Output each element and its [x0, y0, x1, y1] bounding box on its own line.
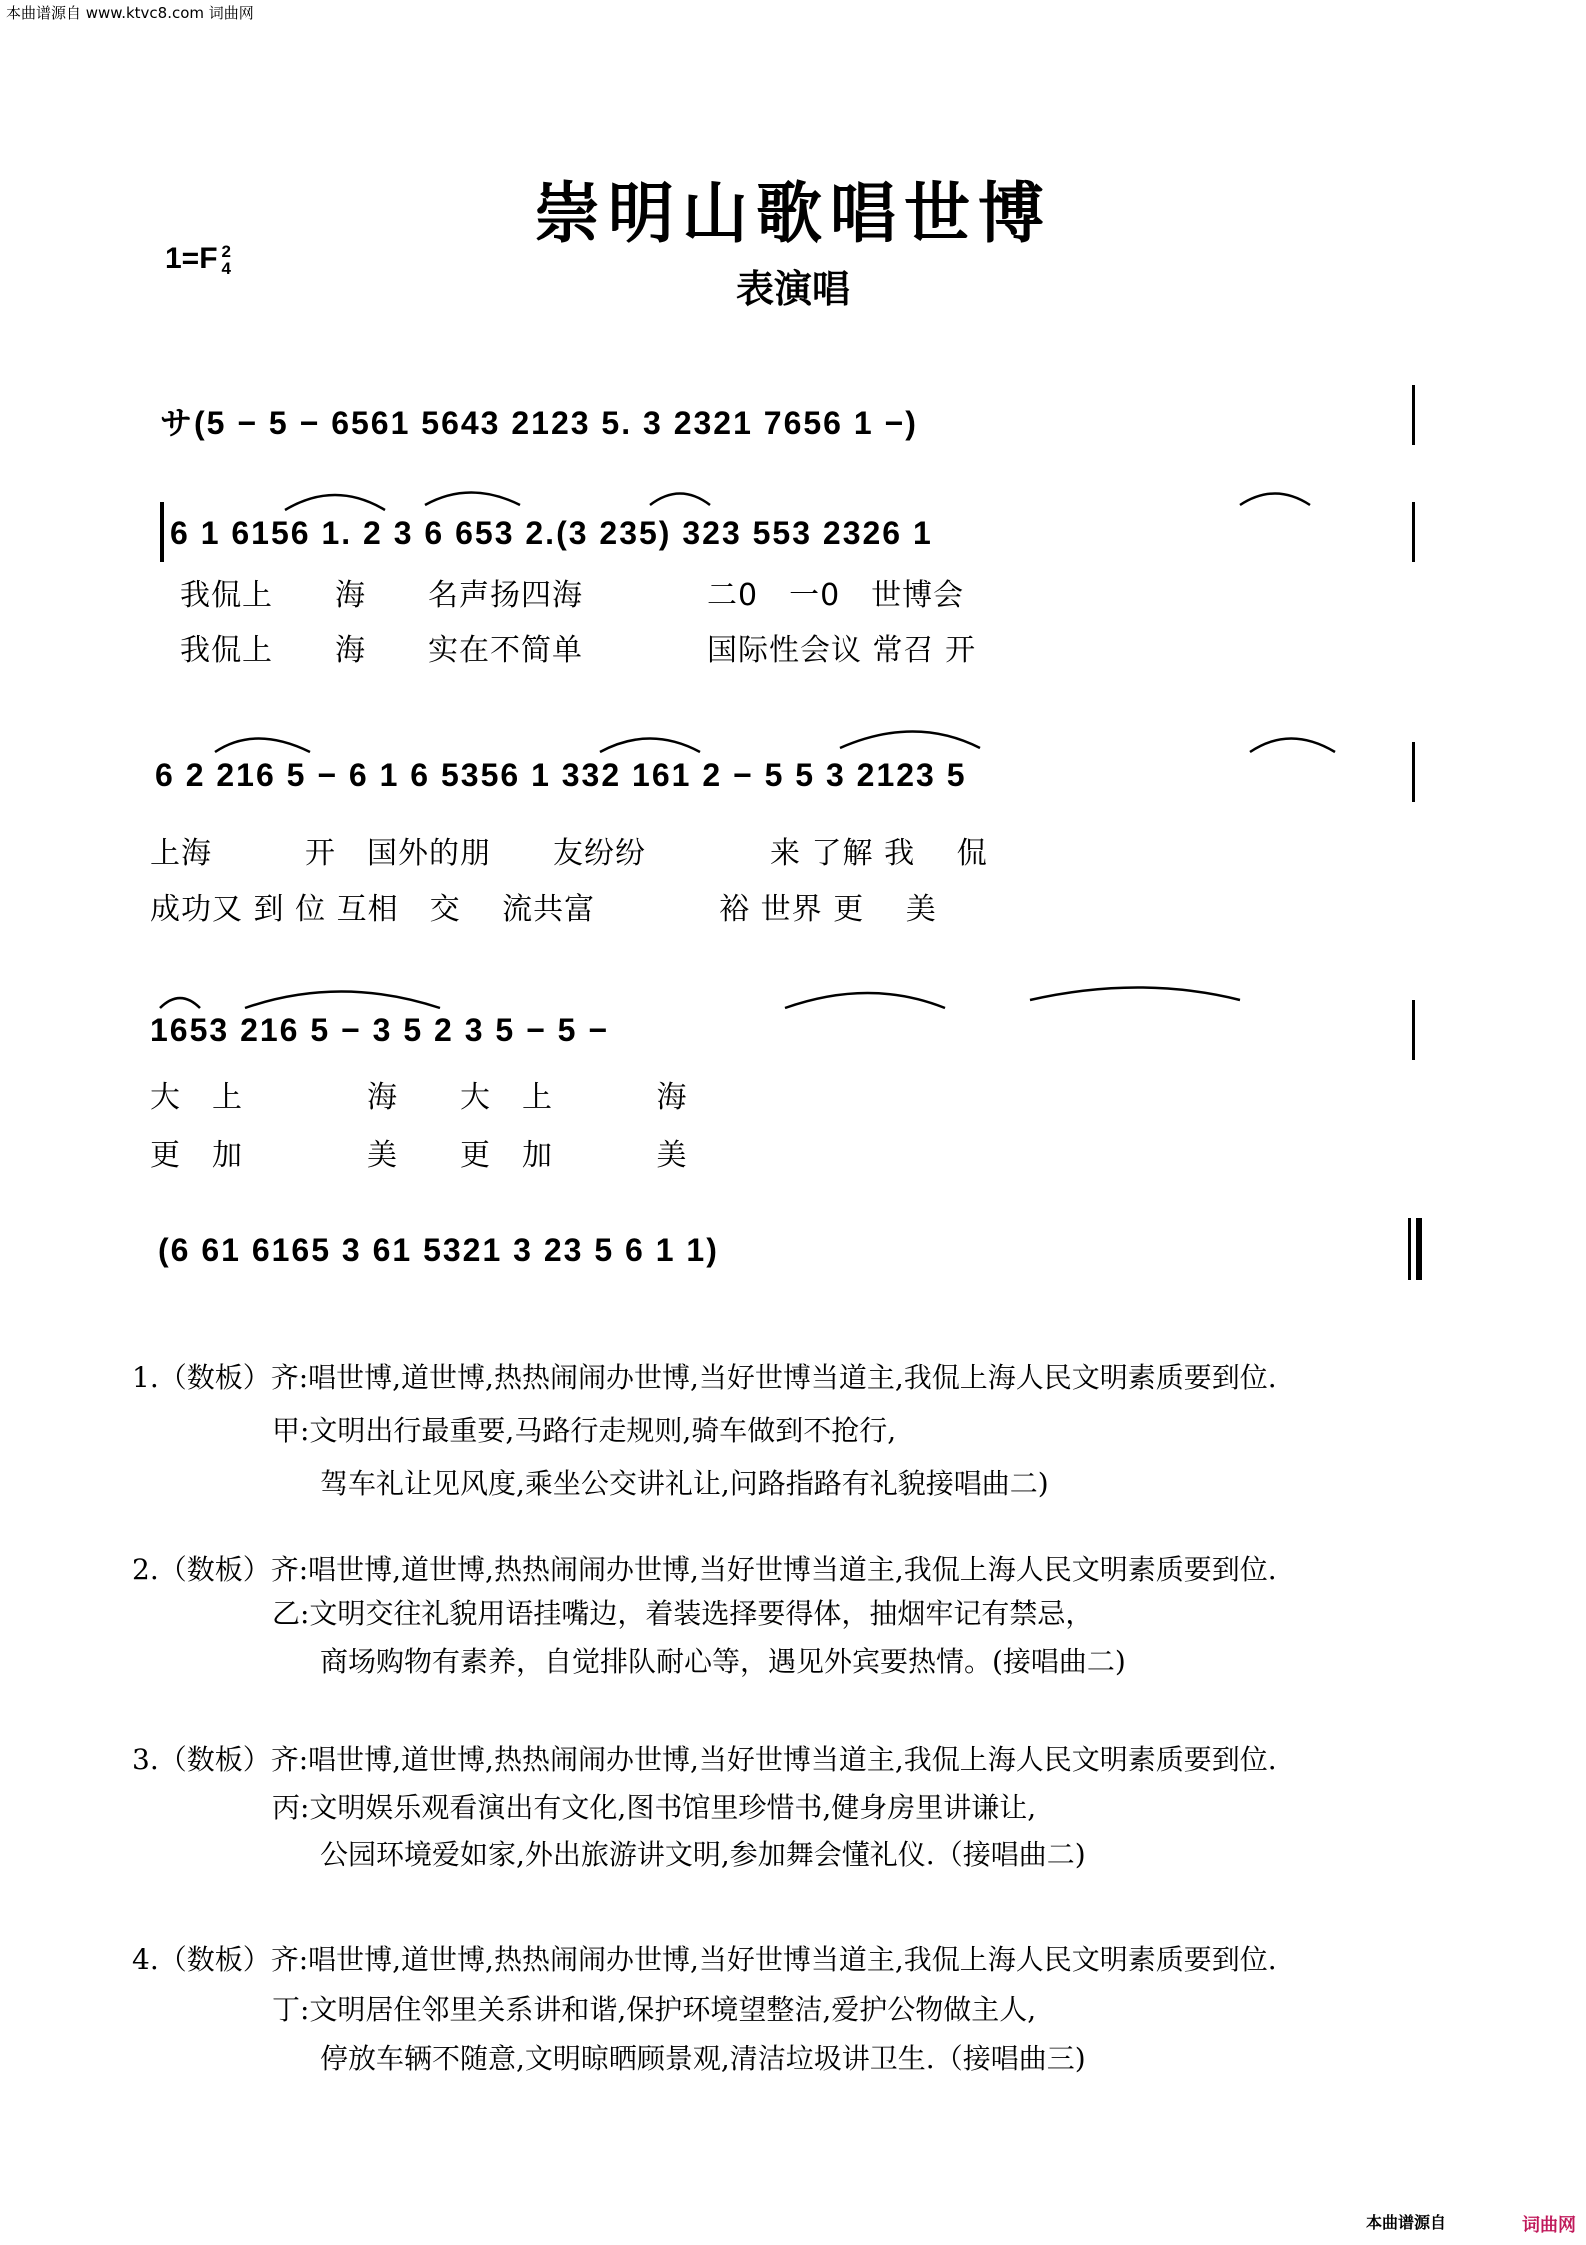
verse-1-line-1: 1.（数板）齐:唱世博,道世博,热热闹闹办世博,当好世博当道主,我侃上海人民文明素质要到位. — [132, 1361, 1277, 1394]
verse-1-line-2: 甲:文明出行最重要,马路行走规则,骑车做到不抢行, — [272, 1414, 897, 1447]
score-line-3: 6 2 216 5 − 6 1 6 5356 1 332 161 2 − 5 5 3 2123 5 — [155, 757, 967, 793]
verse-2-line-3: 商场购物有素养，自觉排队耐心等，遇见外宾要热情。(接唱曲二) — [320, 1645, 1126, 1678]
lyrics-line-2a: 上海 开 国外的朋 友纷纷 来 了解 我 侃 — [150, 836, 988, 871]
song-subtitle: 表演唱 — [735, 267, 850, 311]
verse-3-line-2: 丙:文明娱乐观看演出有文化,图书馆里珍惜书,健身房里讲谦让, — [272, 1791, 1037, 1824]
score-line-1: サ(5 − 5 − 6561 5643 2123 5. 3 2321 7656 1 −) — [160, 405, 918, 441]
lyrics-line-1b: 我侃上 海 实在不简单 国际性会议 常召 开 — [180, 633, 977, 668]
key-label: 1=F — [165, 242, 218, 275]
score-line-5: (6 61 6165 3 61 5321 3 23 5 6 1 1) — [158, 1232, 719, 1268]
footer-source: 本曲谱源自 — [1365, 2213, 1446, 2232]
verse-3-line-3: 公园环境爱如家,外出旅游讲文明,参加舞会懂礼仪.（接唱曲二) — [320, 1838, 1086, 1871]
score-line-4: 1653 216 5 − 3 5 2 3 5 − 5 − — [150, 1012, 610, 1048]
lyrics-line-1a: 我侃上 海 名声扬四海 二0 一0 世博会 — [180, 578, 965, 613]
lyrics-line-3b: 更 加 美 更 加 美 — [150, 1138, 688, 1173]
verse-3-line-1: 3.（数板）齐:唱世博,道世博,热热闹闹办世博,当好世博当道主,我侃上海人民文明素质要到位. — [132, 1743, 1277, 1776]
verse-2-line-1: 2.（数板）齐:唱世博,道世博,热热闹闹办世博,当好世博当道主,我侃上海人民文明素质要到位. — [132, 1553, 1277, 1586]
verse-4-line-1: 4.（数板）齐:唱世博,道世博,热热闹闹办世博,当好世博当道主,我侃上海人民文明素质要到位. — [132, 1943, 1277, 1976]
time-top: 2 — [221, 242, 231, 262]
verse-1-line-3: 驾车礼让见风度,乘坐公交讲礼让,问路指路有礼貌接唱曲二) — [320, 1467, 1049, 1500]
verse-4-line-3: 停放车辆不随意,文明晾晒顾景观,清洁垃圾讲卫生.（接唱曲三) — [320, 2042, 1086, 2075]
score-line-2: 6 1 6156 1. 2 3 6 653 2.(3 235) 323 553 2326 1 — [170, 515, 933, 551]
source-header: 本曲谱源自 www.ktvc8.com 词曲网 — [6, 4, 254, 22]
footer-logo[interactable]: 词曲网 — [1522, 2215, 1576, 2236]
song-title: 崇明山歌唱世博 — [534, 174, 1052, 252]
time-bottom: 4 — [221, 259, 231, 279]
lyrics-line-3a: 大 上 海 大 上 海 — [150, 1080, 688, 1115]
lyrics-line-2b: 成功又 到 位 互相 交 流共富 裕 世界 更 美 — [150, 892, 937, 927]
verse-2-line-2: 乙:文明交往礼貌用语挂嘴边，着装选择要得体，抽烟牢记有禁忌， — [272, 1597, 1094, 1630]
verse-4-line-2: 丁:文明居住邻里关系讲和谐,保护环境望整洁,爱护公物做主人, — [272, 1993, 1037, 2026]
